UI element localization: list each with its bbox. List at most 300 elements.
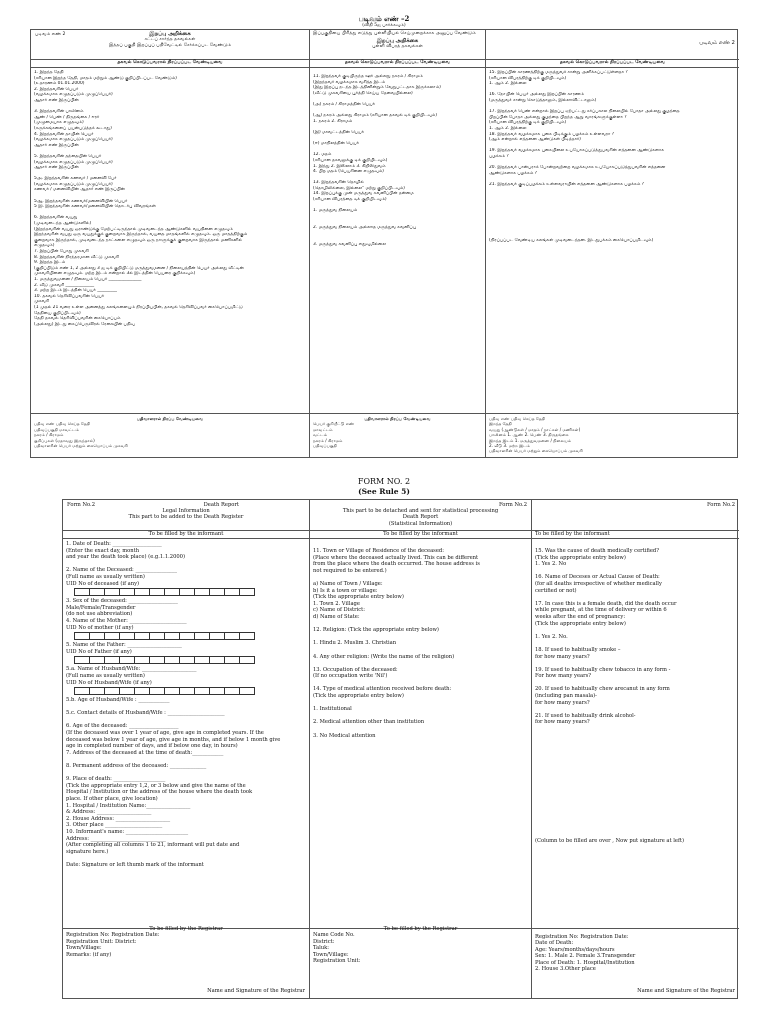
form-line: (வழக்கமாக எழுதப்படும் முழுப்பெயர்)	[34, 181, 113, 187]
uid-digit-box[interactable]	[239, 632, 255, 640]
form-line: எழுதவும்)	[34, 243, 55, 249]
form-line	[535, 739, 736, 746]
form-line: ஆதார் எண் இருப்பின்	[34, 97, 79, 103]
form-line: (சுருக்கங்களைப் பயன்படுத்தக் கூடாது)	[34, 125, 112, 131]
registrar-line: நகரம் / கிராமம்	[313, 437, 343, 443]
form-line: 3. Sex of the deceased: ___________________	[66, 598, 178, 605]
form-line: a) Name of Town / Village:	[313, 580, 383, 587]
uid-digit-box[interactable]	[134, 632, 150, 640]
form-line: ஆண் / பெண் / திருநங்கை / ஈரர்	[34, 114, 100, 120]
uid-digit-box[interactable]	[149, 588, 165, 596]
form-line	[66, 717, 306, 724]
registrar-line: Name Code No.	[313, 932, 355, 939]
form-line: UID No of Father (if any)	[66, 648, 132, 655]
form-line: (ஆம் என்றால் எத்தனை ஆண்டுகள் பிடித்தார்)	[489, 137, 581, 143]
registrar-line: குறிப்புகள் (ஏதாவது இருந்தால்)	[34, 437, 95, 443]
form-line: 4. இறந்தவரின் தாயின் பெயர்	[34, 131, 94, 137]
form-line: for how many years?	[535, 653, 590, 660]
registrar-line: Town/Village:	[66, 945, 102, 952]
form-line: 14. இறப்புக்கு முன் மருத்துவ கவனிப்பின் தன்மை	[313, 191, 414, 197]
form-line: 5. இறந்தவரின் தந்தையின் பெயர்	[34, 153, 102, 159]
english-legal-info: Legal Information	[162, 508, 210, 514]
english-death-report-label: Death Report	[203, 502, 239, 508]
form-line	[535, 746, 736, 753]
registrar-line: Remarks: (if any)	[66, 951, 112, 958]
form-line	[535, 766, 736, 773]
tamil-register-note: இத்தப் பகுதி இறப்புப் பதிவேட்டில் சேர்க்கப்பட வேண்டும்	[108, 43, 232, 48]
form-line: (After completing all columns 1 to 21, informant will put date and	[66, 842, 240, 849]
form-line: (வீட்டு முகவரியை பூர்த்தி செய்ய தேவையில்லை)	[313, 90, 413, 96]
uid-digit-box[interactable]	[104, 656, 120, 664]
form-line	[535, 818, 736, 825]
form-line: 16. Name of Deceses or Actual Cause of Death:	[535, 574, 660, 581]
form-line: d) Name of State:	[313, 613, 360, 620]
form-line	[535, 752, 736, 759]
uid-digit-box[interactable]	[239, 687, 255, 695]
tamil-statistical-info: புள்ளி விபரத் தகவல்கள்	[372, 44, 423, 49]
form-line: 1. நகரம் 2. கிராமம்	[313, 118, 353, 124]
tamil-col3-band: தகவல் கொடுப்பவரால் நிரப்பப்பட வேண்டியவை	[486, 60, 739, 68]
form-line: and year the death took place) (e.g.1.1.2000)	[66, 554, 186, 561]
form-line: place. If other place, give location)	[66, 796, 158, 802]
form-line	[535, 792, 736, 799]
form-line: (சரியான தகவலுக்கு டிக் குறியிடவும்)	[313, 157, 388, 163]
english-col2-heading: Death Report	[402, 514, 439, 521]
form-line: 2. Name of the Deceased: ________________	[66, 567, 177, 574]
english-form-no-mid: Form No.2	[498, 502, 527, 508]
uid-digit-box[interactable]	[74, 588, 90, 596]
form-line: (Tick the appropriate entry 1,2, or 3 below and give the name of the	[66, 782, 246, 789]
form-line: (Tick the appropriate entry below)	[535, 554, 626, 561]
form-line: ஆதார் எண் இருப்பின்	[34, 165, 79, 171]
english-col1-registrar	[63, 928, 309, 998]
form-line	[313, 647, 528, 654]
form-line: 17. In case this is a female death, did the death occur	[535, 600, 677, 607]
english-col-additional	[531, 500, 739, 998]
uid-digit-box[interactable]	[134, 656, 150, 664]
form-line: (Tick the appropriate entry below)	[535, 620, 626, 627]
uid-digit-box[interactable]	[74, 656, 90, 664]
form-line: 3. Other place ______________________	[66, 822, 163, 829]
tamil-col-statistical	[309, 30, 485, 457]
form-line: (தொழிலில்லை, இல்லை" மற்று குறிப்பிடவும்)	[313, 185, 405, 191]
registrar-line: பதிவாளரின் பெயர் மற்றும் கையொப்பம் முகவரி	[34, 443, 128, 449]
tamil-col2-registrar	[310, 413, 485, 457]
form-line: 5. Name of the Father: _____________________	[66, 642, 182, 649]
uid-digit-box[interactable]	[179, 656, 195, 664]
english-form	[62, 499, 738, 999]
form-line: (including pan masala)-	[535, 693, 597, 700]
english-register-note: This part to be added to the Death Register	[128, 514, 244, 521]
form-line: (உதாரணம் 01.01.2000)	[34, 81, 85, 87]
uid-digit-box[interactable]	[149, 656, 165, 664]
form-line: (அ) நகரம் / கிராமத்தின் பெயர்	[313, 101, 375, 107]
form-line: 2. வீடு முகவரி _____________	[34, 282, 95, 288]
form-line	[66, 561, 306, 568]
registrar-line: பதிவுப்பகுதி மாவட்டம்	[34, 426, 79, 432]
form-line: 21. If used to habitually drink alcohol-	[535, 712, 636, 719]
registrar-line: பதிவாளரின் பெயர் மற்றும் கையொப்பம் முகவரி	[489, 448, 583, 454]
form-line: (Tick the appropriate entry below)	[313, 693, 404, 700]
uid-digit-box[interactable]	[149, 687, 165, 695]
form-line: (சரியான இறந்த தேதி, மாதம் மற்றும் ஆண்டு குறிப்பிடப்பட வேண்டும்)	[34, 75, 177, 81]
form-line	[66, 756, 306, 763]
registrar-line: Age: Years/months/days/hours	[535, 946, 615, 953]
form-line: கணவர் / மனைவியின் ஆதார் எண் இருப்பின்	[34, 187, 125, 193]
form-line: 12. மதம்	[313, 152, 332, 158]
tamil-col-legal	[31, 30, 309, 457]
tamil-registrar-head: பதிவாளரால் நிரப்ப வேண்டியவை	[136, 416, 204, 421]
uid-digit-box[interactable]	[164, 632, 180, 640]
form-line: UID No of mother (if any)	[66, 624, 134, 631]
form-line: 15. இறப்பின் காரணத்திற்கு மருத்துவச் சான்று அளிக்கப்பட்டுள்ளதா ?	[489, 70, 628, 75]
uid-digit-box[interactable]	[209, 588, 225, 596]
form-line: For how many years?	[535, 673, 592, 680]
form-line: 4. பிற மதம் (பெயரினை எழுதவும்)	[313, 169, 384, 175]
form-line	[535, 726, 736, 733]
form-line: 2. இறந்தவரின் பெயர்	[34, 86, 79, 92]
tamil-col3-items	[489, 70, 736, 243]
form-line: (முடிவடைந்த ஆண்டுகளில்)	[34, 221, 92, 227]
uid-digit-box[interactable]	[134, 588, 150, 596]
form-line: (வழக்கமாக எழுதப்படும் முழுப்பெயர்)	[34, 159, 113, 165]
form-line: 5ஆ. இறந்தவரின் கணவர்/மனைவியின் பெயர்	[34, 198, 128, 204]
registrar-line: பதிவு எண் பதிவு செய்த தேதி	[489, 416, 546, 421]
form-line: 17. இறந்தவர் பெண் என்றால் இறப்பு ஏற்பட்டது கர்ப்பகால நிலையில் போதா அல்லது குழந்தை	[489, 109, 680, 115]
form-line: 18. If used to habitually smoke –	[535, 646, 621, 653]
form-line: 3. மருத்துவ கவனிப்பு எதுவுமில்லை	[313, 241, 386, 247]
form-line: தேதி தகவல் தெரிவிப்பவரின் கையொப்பம்	[34, 316, 121, 322]
form-line: 1. Town 2. Village	[313, 600, 360, 607]
uid-digit-box[interactable]	[209, 687, 225, 695]
uid-boxes[interactable]	[74, 632, 306, 640]
form-line: for how many years?	[535, 699, 590, 706]
registrar-line: பதிவுப்பகுதி	[313, 443, 337, 449]
english-col3-band: To be filled by the informant	[532, 531, 739, 539]
form-line: Address: _____________________________	[66, 835, 166, 842]
uid-digit-box[interactable]	[74, 632, 90, 640]
form-line: 10. Informant's name: ________________________	[66, 828, 189, 835]
form-line: 1. Yes 2. No	[535, 561, 567, 568]
form-line: (இ) மாவட்டத்தின் பெயர்	[313, 129, 364, 135]
registrar-line: பெயர் குறியீட்டு எண்	[313, 421, 355, 427]
form-line	[313, 680, 528, 687]
english-col2-foot-lines	[313, 932, 528, 964]
form-line: 1. மருத்துவமனை / நிலையம் பெயர் _______________	[34, 276, 142, 282]
uid-digit-box[interactable]	[89, 632, 105, 640]
uid-digit-box[interactable]	[89, 588, 105, 596]
form-line	[535, 812, 736, 819]
tamil-col2-items	[313, 74, 482, 247]
form-line: 5.b. Age of Husband/Wife : ____________	[66, 697, 170, 704]
form-line: (ஆ) நகரம் அல்லது கிராமம் (சரியான தகவல் டிக் குறியிடவும்)	[313, 113, 437, 119]
form-line: முகவரி	[34, 299, 50, 305]
form-line: 5.c. Contact details of Husband/Wife : ______________________	[66, 710, 225, 717]
form-line: தேதியை குறிப்பிடவும்)	[34, 310, 81, 316]
uid-digit-box[interactable]	[119, 687, 135, 695]
form-line	[535, 772, 736, 779]
registrar-line: 2. வீடு 3. மற்ற இடம்	[489, 443, 530, 449]
form-line	[313, 700, 528, 707]
form-line: age in completed number of days, and if below one day, in hours)	[66, 743, 238, 750]
form-line: 11. Town or Village of Residence of the deceased:	[313, 548, 444, 554]
uid-boxes[interactable]	[74, 588, 306, 596]
form-line: 6. Age of the deceased: ___________________	[66, 723, 179, 730]
english-form-no-left: Form No.2	[67, 502, 96, 508]
english-col3-registrar-signature: Name and Signature of the Registrar	[637, 987, 735, 994]
form-line: பழக்கம் ?	[489, 153, 509, 159]
form-line: 1. இந்து 2. இஸ்லாம் 3. கிறிஸ்துவம்	[313, 163, 386, 169]
uid-boxes[interactable]	[74, 656, 306, 664]
uid-digit-box[interactable]	[224, 656, 240, 664]
uid-digit-box[interactable]	[119, 588, 135, 596]
form-line: 1. Hospital / Institution Name:_________________	[66, 802, 191, 809]
form-line	[535, 706, 736, 713]
uid-digit-box[interactable]	[194, 656, 210, 664]
registrar-line: Registration No: Registration Date:	[66, 932, 160, 939]
english-col2-registrar-head: To be filled by the Registrar	[383, 926, 458, 932]
form-line	[535, 594, 736, 601]
uid-digit-box[interactable]	[194, 588, 210, 596]
form-line: (Full name as usually written)	[66, 672, 145, 679]
tamil-detach-note: இப்பகுதியை பிரித்து எடுத்து புள்ளியியல் செய்முறைக்காக அனுப்ப வேண்டும்	[313, 31, 476, 36]
form-line: 13. Occupation of the deceased:	[313, 666, 398, 673]
registrar-line: Registration Unit:	[313, 958, 361, 965]
uid-digit-box[interactable]	[119, 632, 135, 640]
english-col3-foot-lines	[535, 930, 736, 972]
form-line: not required to be entered.)	[313, 567, 387, 574]
english-form-no-right: Form No.2	[706, 502, 735, 508]
tamil-col1-registrar	[31, 413, 309, 457]
form-line	[535, 680, 736, 687]
tamil-col1-header	[31, 30, 309, 60]
form-line	[535, 640, 736, 647]
english-col2-band: To be filled by the informant	[310, 531, 531, 539]
uid-digit-box[interactable]	[224, 687, 240, 695]
form-line: 1. ஆம் 2. இல்லை	[489, 125, 527, 131]
uid-digit-box[interactable]	[224, 632, 240, 640]
english-rule-ref: (See Rule 5)	[358, 487, 410, 496]
form-line: (Full name as usually written)	[66, 573, 145, 580]
form-line: for how many years?	[535, 719, 590, 726]
form-line: குறைவாக இருந்தால், முடிவடைந்த நாட்களை எழுதவும் ஒரு நாளுக்குக் குறைவாக இருந்தால் மணிகளில்	[34, 237, 243, 243]
form-line: 20. இறந்தவர் பான்பராக் போன்றவற்றை வழக்கமாக உபயோகப்படுத்துபவரின் எத்தனை	[489, 165, 666, 171]
registrar-line: வயது (ஆண்டுகள் / மாதம் / நாட்கள் / மணிகள்)	[489, 426, 581, 432]
form-line: 19. If used to habitually chew tobacco in any form -	[535, 666, 671, 673]
uid-digit-box[interactable]	[164, 656, 180, 664]
form-line: (நிரப்பப்பட வேண்டிய கலங்கள் முடிவடைந்தன. இடதுபக்கம் கையொப்பமிடவும்)	[489, 237, 654, 243]
tamil-col1-foot-lines	[34, 421, 306, 448]
form-line	[66, 770, 306, 777]
registrar-line: Taluk:	[313, 945, 330, 952]
form-line: 9. Place of death: ____________________	[66, 776, 166, 783]
tamil-form-no-left: படிவம் எண் 2	[35, 32, 66, 37]
form-line: 1. Hindu 2. Muslim 3. Christian	[313, 640, 397, 647]
form-line	[535, 799, 736, 806]
uid-digit-box[interactable]	[224, 588, 240, 596]
form-line	[535, 779, 736, 786]
form-line	[535, 805, 736, 812]
tamil-form-title: படிவம் எண் –2	[358, 14, 410, 23]
form-line	[313, 621, 528, 628]
uid-digit-box[interactable]	[104, 588, 120, 596]
form-line: 15. Was the cause of death medically certified?	[535, 548, 659, 554]
uid-digit-box[interactable]	[194, 687, 210, 695]
registrar-line: மாவட்டம்	[313, 426, 333, 432]
tamil-col2-header	[310, 30, 485, 60]
form-line: (மருத்துவச் சான்று கொடுத்தாலும், இல்லாவிட்டாலும்)	[489, 97, 597, 103]
english-col3-registrar	[532, 928, 739, 998]
form-line: (Tick the appropriate entry below)	[313, 594, 404, 601]
english-col3-header	[532, 500, 739, 531]
uid-digit-box[interactable]	[119, 656, 135, 664]
form-line: 10. தகவல் தெரிவிப்பவரின் பெயர்	[34, 293, 105, 299]
form-line: 5அ. இறந்தவரின் கணவர் / மனைவி பேர்	[34, 176, 117, 182]
form-line: (இது இறப்பு நடந்த இடத்தினின்றும் வேறுபட்டதாக இருக்கலாம்)	[313, 85, 441, 91]
uid-digit-box[interactable]	[209, 656, 225, 664]
form-line: 6. இறந்தவரின் வயது	[34, 215, 78, 221]
form-line	[535, 785, 736, 792]
form-line: 1. Date of Death: ___________________	[66, 541, 162, 547]
form-line: (சரியான விபரத்திற்கு டிக் குறியிடவும்)	[489, 75, 567, 81]
form-line: 20. If used to habitually chew arecanut in any form	[535, 686, 670, 693]
form-line: Male/Female/Transgender	[66, 604, 136, 611]
registrar-line: 2. House 3.Other place	[535, 966, 596, 973]
english-col2-header	[310, 500, 531, 531]
form-line: (முழுமையாக எழுதவும்)	[34, 120, 84, 126]
registrar-line: நகரம் / கிராமம்	[34, 432, 64, 438]
form-line: 1. மருத்துவ நிலையம்	[313, 208, 358, 214]
uid-digit-box[interactable]	[89, 687, 105, 695]
registrar-line: இறந்த தேதி	[489, 421, 512, 427]
form-line	[535, 660, 736, 667]
registrar-line: Place of Death: 1. Hospital/Institution	[535, 959, 635, 966]
tamil-col1-items	[34, 70, 306, 327]
form-line: (வழக்கமாக எழுதப்படும் முழுப்பெயர்)	[34, 92, 113, 98]
registrar-line: Town/Village:	[313, 951, 349, 958]
form-line: b) Is it a town or village:	[313, 587, 378, 594]
tamil-form-no-right: படிவம் எண் 2	[699, 40, 735, 46]
uid-digit-box[interactable]	[239, 656, 255, 664]
form-line: 2. Medical attention other than institution	[313, 719, 425, 726]
form-line: 9. இறந்த இடம்	[34, 260, 66, 266]
uid-digit-box[interactable]	[164, 687, 180, 695]
form-line: 7. Address of the deceased at the time of death:____________	[66, 749, 224, 756]
tamil-col2-registrar-head: பதிவாளரால் நிரப்ப வேண்டியவை	[364, 416, 431, 421]
form-line: முகவரியினை எழுதவும். மற்ற இடம் என்றால் 3ல் இடத்தின் பெயரை குறிக்கவும்)	[34, 271, 196, 277]
tamil-legal-info: சட்டப் சார்ந்த தகவல்கள்	[144, 37, 196, 42]
form-line: 14. Type of medical attention received before death:	[313, 686, 452, 693]
uid-boxes[interactable]	[74, 687, 306, 695]
form-line: 1. Yes 2. No.	[535, 633, 568, 640]
form-line: 4. Any other religion: (Write the name of the religion)	[313, 653, 455, 660]
form-line: (சரியான விபரத்தை டிக் குறியிடவும்)	[313, 197, 387, 203]
form-line: 5.a. Name of Husband/Wife: _____________________	[66, 666, 197, 673]
form-line: Date: Signature or left thumb mark of the informant	[66, 861, 204, 868]
form-line: (Enter the exact day, month	[66, 547, 140, 554]
tamil-rule-ref: (விதி 5ஐ பார்க்கவும்)	[362, 23, 406, 28]
form-line: பிறப்பின் போதா அல்லது குழந்தை பிறந்த ஆறு வாரங்களுக்குள்ளா ?	[489, 114, 627, 120]
uid-digit-box[interactable]	[179, 687, 195, 695]
form-line: 3. மற்ற இடம் இடத்தின் பெயர் _________	[34, 288, 117, 294]
english-statistical-info: (Statistical Information)	[388, 520, 453, 527]
form-line: 19. இறந்தவர் வழக்கமாக புகையிலை உபயோகப்படுத்துபவரின் எத்தனை ஆண்டுகளாக	[489, 148, 665, 154]
form-line	[535, 832, 736, 839]
form-line: 2. House Address: _____________________	[66, 815, 171, 822]
uid-digit-box[interactable]	[89, 656, 105, 664]
tamil-col-additional	[485, 30, 739, 457]
uid-digit-box[interactable]	[164, 588, 180, 596]
english-registrar-head: To be filled by the Registrar	[149, 926, 223, 932]
form-line: (அல்லது) இடது கைப்பெருவிரல் ரேகையின் பதிவு	[34, 321, 135, 327]
registrar-line: வட்டம்	[313, 432, 328, 438]
uid-digit-box[interactable]	[74, 687, 90, 695]
tamil-col3-registrar	[486, 413, 739, 457]
uid-digit-box[interactable]	[179, 588, 195, 596]
form-line: c) Name of District:	[313, 607, 365, 614]
form-line: (1 முதல் 21 வரை உள்ள அனைத்து கலங்களையும் நிரப்பியபின், தகவல் தெரிவிப்பவர் கையொப்பமிட்டு	[34, 304, 243, 310]
tamil-col2-heading: இறப்பு அறிக்கை	[376, 38, 419, 44]
tamil-col2-foot-lines	[313, 421, 482, 448]
form-line: இறந்தவரின் வயது ஒரு வயதுக்குக் குறைவாக இருந்தால், வயதை மாதங்களில் எழுதவும். ஒரு மாதத்திற்கும்	[34, 232, 248, 238]
english-col1-items	[66, 541, 306, 869]
registrar-line: பதிவு எண் பதிவு செய்த தேதி	[34, 421, 91, 427]
uid-digit-box[interactable]	[179, 632, 195, 640]
english-detach-note: This part to be detached and sent for statistical processing	[342, 508, 499, 514]
form-line: while pregnant, at the time of delivery or within 6	[535, 607, 667, 614]
form-line	[535, 825, 736, 832]
uid-digit-box[interactable]	[149, 632, 165, 640]
uid-digit-box[interactable]	[239, 588, 255, 596]
form-line: (குறிப்பிடும் எண் 1, 2 அல்லது 3 ஐ டிக் குறியிட்டு மருத்துவமனை / நிலையத்தின் பெயர் அல்லது வீட்டின்	[34, 265, 244, 271]
form-line	[313, 574, 528, 581]
form-line: 7. இறப்பின் போது முகவரி	[34, 249, 89, 254]
uid-digit-box[interactable]	[104, 632, 120, 640]
form-line: (If the deceased was over 1 year of age, give age in completed years. If the	[66, 730, 264, 737]
form-line: 21. இறந்தவர் குடிப்பழக்கம் உள்ளவராயின் எத்தனை ஆண்டுகளாக பழக்கம் ?	[489, 181, 644, 187]
form-line	[535, 733, 736, 740]
english-col-statistical	[309, 500, 531, 998]
registrar-line: பாலினம் 1. ஆண் 2. பெண் 3. திருநங்கை	[489, 432, 569, 438]
english-form-title: FORM NO. 2	[357, 477, 411, 486]
registrar-line: Registration Unit: District:	[66, 938, 137, 945]
form-line: 3. இறந்தவரின் பாலினம்	[34, 109, 84, 115]
tamil-col3-header	[486, 30, 739, 60]
form-line: deceased was below 1 year of age, give age in months, and if below 1 month give	[66, 736, 281, 743]
form-line: 11. இறந்தவர் குடியிருந்த ஊர் அல்லது நகரம் / கிராமம்	[313, 74, 423, 79]
english-col-legal	[63, 500, 309, 998]
form-line: ஆண்டுகளாக பழக்கம் ?	[489, 170, 538, 176]
form-line: 12. Religion: (Tick the appropriate entry below)	[313, 627, 439, 634]
form-line: 5 இ. இறந்தவரின் கணவர்/மனைவியின் தொடர்பு விவரங்கள்	[34, 204, 156, 210]
form-line: & Address: _____________________	[66, 809, 152, 816]
uid-digit-box[interactable]	[209, 632, 225, 640]
uid-digit-box[interactable]	[104, 687, 120, 695]
form-line	[313, 726, 528, 733]
form-line: (இறந்தவரின் வயது ஒராண்டுக்கு மேற்பட்டிருந்தால் முடிவடைந்த ஆண்டுகளில் வயதினை எழுதவும்	[34, 226, 233, 232]
tamil-col2-band: தகவல் கொடுப்பவரால் நிரப்பப்பட வேண்டியவை	[310, 60, 485, 68]
uid-digit-box[interactable]	[194, 632, 210, 640]
form-line: (If no occupation write 'Nil')	[313, 673, 388, 680]
registrar-line: இறந்த இடம் 1. மருத்துவமனை / நிலையம்	[489, 437, 572, 443]
form-line: (வழக்கமாக எழுதப்படும் முழுப்பெயர்)	[34, 137, 113, 143]
form-line: 18. இறந்தவர் வழக்கமாக புகை பிடிக்கும் பழக்கம் உள்ளவரா ?	[489, 131, 615, 137]
form-line: Hospital / Institution or the address of the house where the death took	[66, 789, 253, 796]
form-line: 1. ஆம் 2. இல்லை	[489, 81, 527, 87]
uid-digit-box[interactable]	[134, 687, 150, 695]
form-line	[535, 568, 736, 575]
form-line	[313, 713, 528, 720]
